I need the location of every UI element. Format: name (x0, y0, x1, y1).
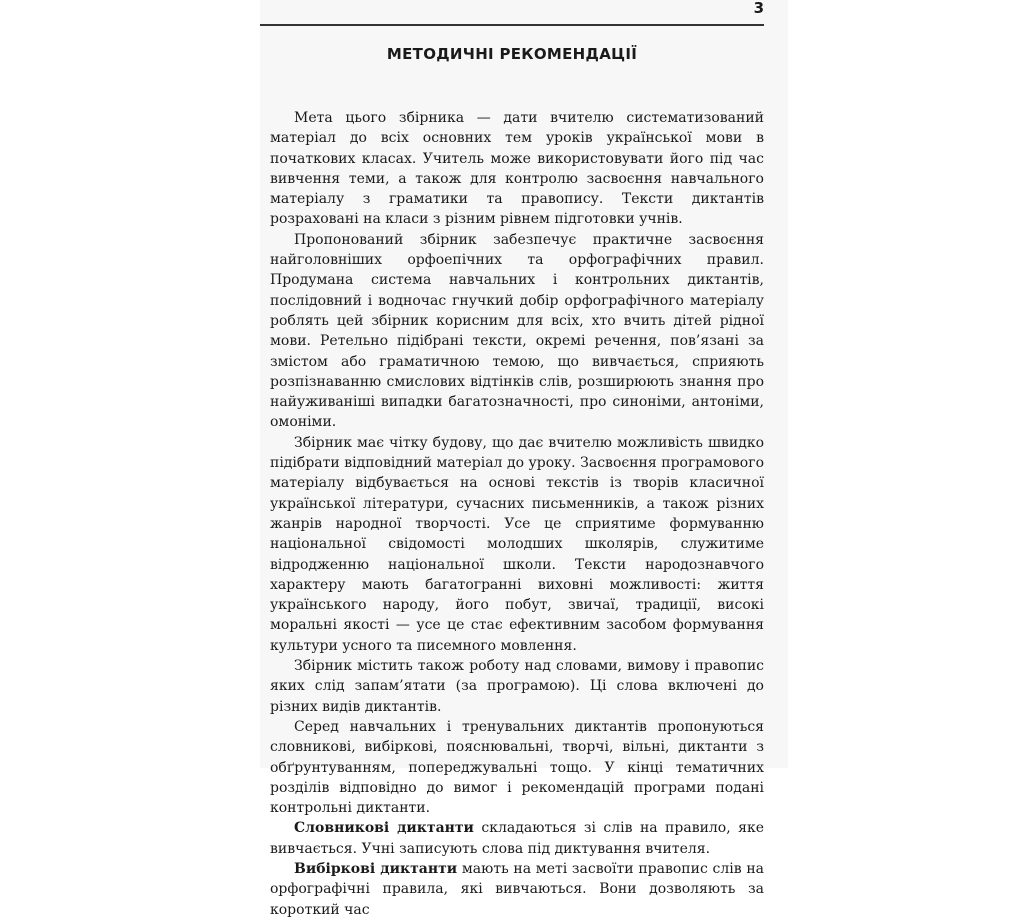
body-text (270, 108, 764, 920)
paragraph-purpose (270, 108, 764, 230)
page-number: 3 (753, 0, 764, 17)
paragraph-vocabulary-dictations (270, 818, 764, 859)
term-selective-dictations: Вибіркові диктанти (294, 860, 458, 877)
paragraph-text: складаються зі слів на правило, яке вивчається. Учні записують слова під диктування вчителя. (270, 820, 764, 857)
paragraph-text: Мета цього збірника — дати вчителю систематизований матеріал до всіх основних тем уроків української мови в початкових класах. Учитель може використовувати його під час вивчення теми, а також для контролю засвоєння навчального матеріалу з граматики та правопису. Тексти диктантів розраховані на класи з різним рівнем підготовки учнів. (270, 110, 764, 228)
document-page (260, 0, 788, 918)
paragraph-vocabulary-work (270, 656, 764, 717)
term-vocabulary-dictations: Словникові диктанти (294, 820, 474, 837)
paragraph-structure (270, 433, 764, 656)
header-rule (260, 24, 764, 26)
page-title: МЕТОДИЧНІ РЕКОМЕНДАЦІЇ (386, 45, 638, 63)
paragraph-text: Серед навчальних і тренувальних диктантів пропонуються словникові, вибіркові, пояснювальні, творчі, вільні, диктанти з обґрунтуванням, попереджувальні тощо. У кінці тематичних розділів відповідно до вимог і рекомендацій програми подані контрольні диктанти. (270, 718, 764, 817)
paragraph-text: Збірник містить також роботу над словами, вимову і правопис яких слід запам’ятати (за програмою). Ці слова включені до різних видів диктантів. (270, 658, 764, 715)
paragraph-text: Збірник має чітку будову, що дає вчителю можливість швидко підібрати відповідний матеріал до уроку. Засвоєння програмового матеріалу відбувається на основі текстів із творів класичної української літератури, сучасних письменників, а також різних жанрів народної творчості. Усе це сприятиме формуванню національної свідомості молодших школярів, служитиме відродженню національної школи. Тексти народознавчого характеру мають багатогранні виховні можливості: життя українського народу, його побут, звичаї, традиції, високі моральні якості — усе це стає ефективним засобом формування культури усного та писемного мовлення. (270, 434, 764, 654)
paragraph-collection-benefits (270, 230, 764, 433)
paragraph-text: мають на меті засвоїти правопис слів на орфографічні правила, які вивчаються. Вони дозволяють за короткий час (270, 860, 764, 918)
paragraph-text: Пропонований збірник забезпечує практичне засвоєння найголовніших орфоепічних та орфографічних правил. Продумана система навчальних і контрольних диктантів, послідовний і водночас гнучкий добір орфографічного матеріалу роблять цей збірник корисним для всіх, хто вчить дітей рідної мови. Ретельно підібрані тексти, окремі речення, пов’язані за змістом або граматичною темою, що вивчається, сприяють розпізнаванню смислових відтінків слів, розширюють знання про найуживаніші випадки багатозначності, про синоніми, антоніми, омоніми. (270, 231, 764, 431)
paragraph-selective-dictations (270, 859, 764, 920)
